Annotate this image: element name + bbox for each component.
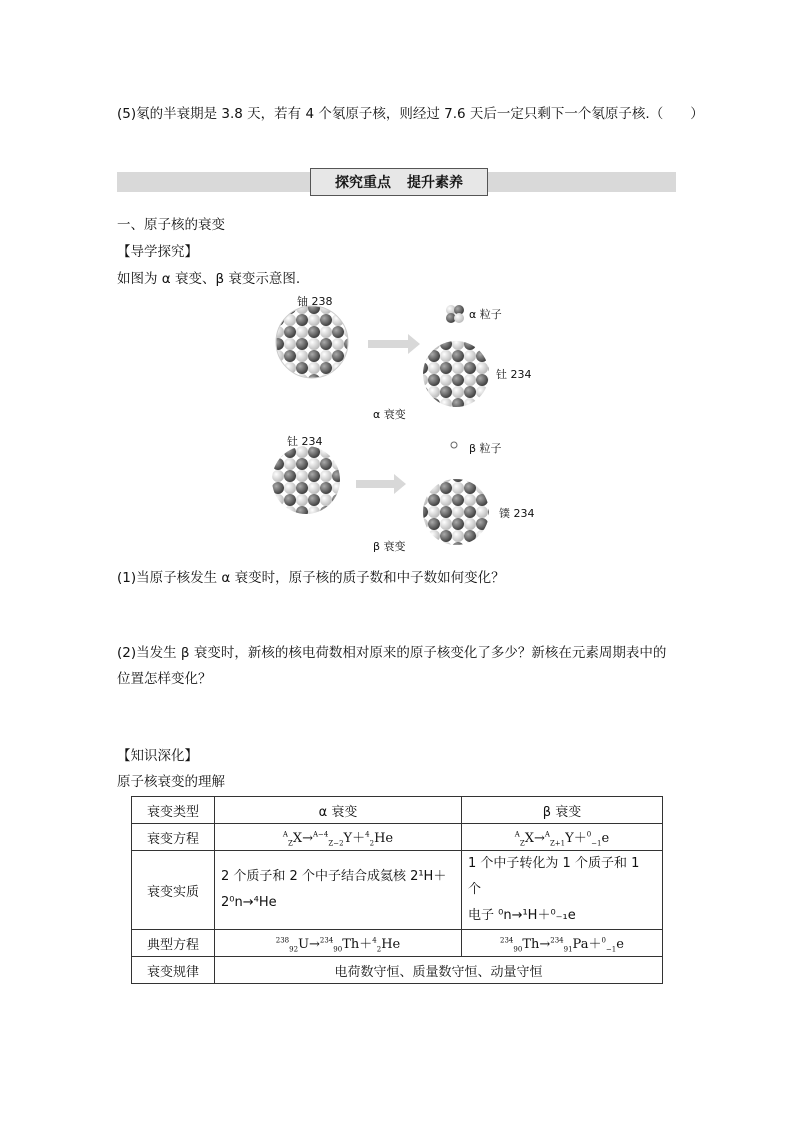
alpha-essence-line1: 2 个质子和 2 个中子结合成氦核 2¹H＋	[221, 869, 447, 884]
alpha-essence	[215, 851, 462, 930]
question-2-line1: (2)当发生 β 衰变时，新核的核电荷数相对原来的原子核变化了多少？新核在元素周期表中的	[117, 645, 667, 661]
question-2-line2: 位置怎样变化？	[117, 671, 212, 687]
beta-typical: $^{234}_{90}$Th→$^{234}_{91}$Pa＋$^0_{-1}$e	[462, 930, 663, 957]
question-1: (1)当原子核发生 α 衰变时，原子核的质子数和中子数如何变化？	[117, 570, 505, 586]
beta-particle	[451, 442, 457, 448]
thorium-nucleus	[423, 341, 489, 407]
table-row	[132, 930, 663, 957]
banner-left: 探究重点	[335, 175, 391, 191]
question-5: (5)氡的半衰期是 3.8 天，若有 4 个氡原子核，则经过 7.6 天后一定只剩下一个氡原子核.（ ）	[117, 106, 704, 122]
table-row	[132, 797, 663, 824]
label-alpha-particle: α 粒子	[469, 308, 502, 321]
header-type: 衰变类型	[132, 797, 215, 824]
beta-essence-line1: 1 个中子转化为 1 个质子和 1 个	[468, 856, 640, 897]
label-th234: 钍 234	[496, 368, 532, 381]
alpha-essence-line2: 2⁰n→⁴He	[221, 895, 277, 910]
beta-essence	[462, 851, 663, 930]
decay-table	[131, 796, 663, 984]
protactinium-nucleus	[423, 479, 489, 545]
label-pa234: 镤 234	[499, 507, 535, 520]
table-row	[132, 851, 663, 930]
section-title: 一、原子核的衰变	[117, 217, 225, 233]
section-banner	[310, 168, 488, 196]
alpha-equation: $^A_Z$X→$^{A-4}_{Z-2}$Y＋$^4_2$He	[215, 824, 462, 851]
guide-tag: 【导学探究】	[117, 244, 198, 260]
label-th234-beta: 钍 234	[287, 435, 323, 448]
header-alpha: α 衰变	[215, 797, 462, 824]
thorium-nucleus-beta	[272, 446, 340, 514]
banner-right: 提升素养	[407, 175, 463, 191]
alpha-typical: $^{238}_{92}$U→$^{234}_{90}$Th＋$^4_2$He	[215, 930, 462, 957]
beta-essence-line2: 电子 ⁰n→¹H＋⁰₋₁e	[468, 908, 576, 923]
table-row	[132, 957, 663, 984]
row-label: 衰变方程	[132, 824, 215, 851]
table-title: 原子核衰变的理解	[117, 774, 225, 790]
label-u238: 铀 238	[297, 295, 333, 308]
alpha-particle	[446, 305, 464, 323]
caption-beta: β 衰变	[373, 540, 406, 553]
decay-rules: 电荷数守恒、质量数守恒、动量守恒	[215, 957, 663, 984]
intro-text: 如图为 α 衰变、β 衰变示意图.	[117, 271, 301, 287]
label-beta-particle: β 粒子	[469, 442, 502, 455]
arrow-icon	[368, 334, 420, 354]
row-label: 衰变实质	[132, 851, 215, 930]
table-row	[132, 824, 663, 851]
arrow-icon	[356, 474, 406, 494]
header-beta: β 衰变	[462, 797, 663, 824]
row-label: 衰变规律	[132, 957, 215, 984]
knowledge-tag: 【知识深化】	[117, 748, 198, 764]
uranium-nucleus	[276, 306, 348, 378]
caption-alpha: α 衰变	[373, 408, 406, 421]
row-label: 典型方程	[132, 930, 215, 957]
beta-equation: $^A_Z$X→$^A_{Z+1}$Y＋$^0_{-1}$e	[462, 824, 663, 851]
